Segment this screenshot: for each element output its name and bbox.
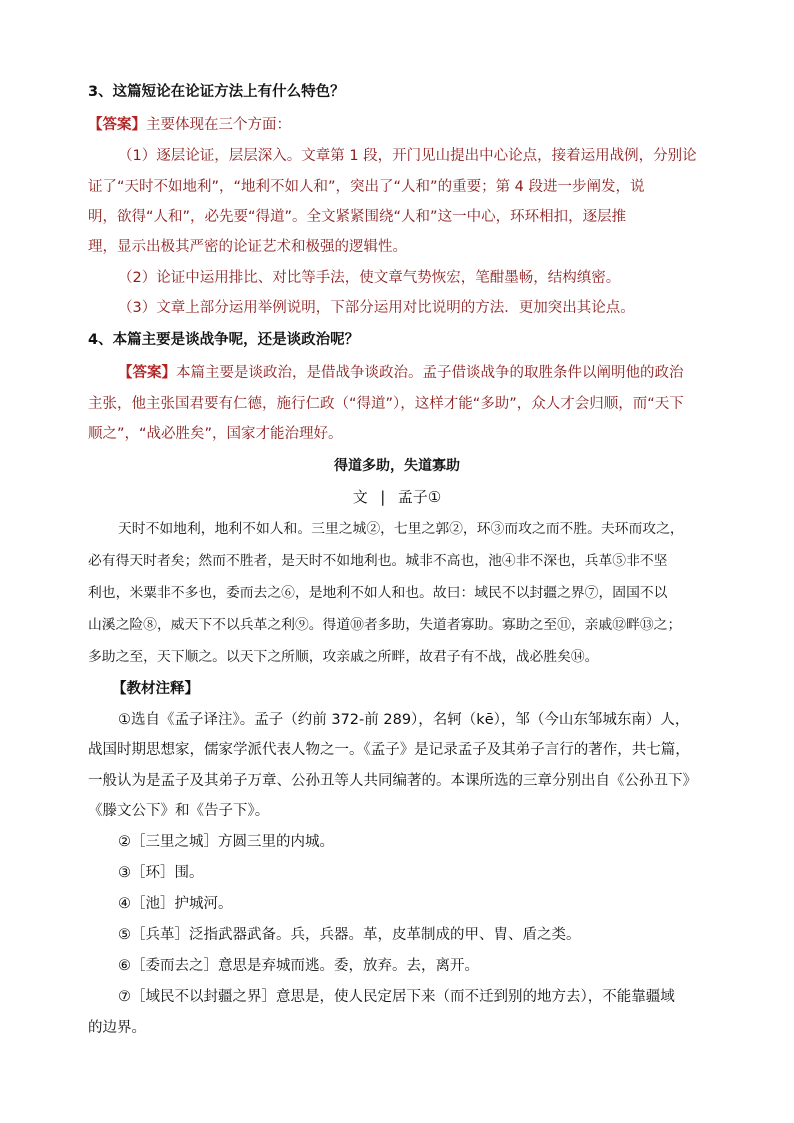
note-6: ⑥［委而去之］意思是弃城而逃。委，放弃。去，离开。 (118, 958, 479, 974)
author-name: 孟子① (397, 488, 442, 506)
author-separator: | (380, 488, 386, 506)
question-4: 4、本篇主要是谈战争呢，还是谈政治呢？ (88, 332, 360, 348)
note-7-line1: ⑦［域民不以封疆之界］意思是，使人民定居下来（而不迁到别的地方去），不能靠疆域 (118, 989, 675, 1005)
question-3: 3、这篇短论在论证方法上有什么特色？ (88, 84, 345, 100)
note-1-line3: 一般认为是孟子及其弟子万章、公孙丑等人共同编著的。本课所选的三章分别出自《公孙丑下》 (88, 773, 697, 789)
classical-line-4: 山溪之险⑧，威天下不以兵革之利⑨。得道⑩者多助，失道者寡助。寡助之至⑪，亲戚⑫畔⑬之； (88, 617, 682, 633)
q3-point1-line3: 明，欲得“人和”，必先要“得道”。全文紧紧围绕“人和”这一中心，环环相扣，逐层推 (88, 209, 627, 225)
q3-answer-intro (88, 114, 291, 136)
classical-line-5: 多助之至，天下顺之。以天下之所顺，攻亲戚之所畔，故君子有不战，战必胜矣⑭。 (88, 649, 599, 665)
answer-intro-text: 主要体现在三个方面： (146, 117, 291, 133)
classical-line-2: 必有得天时者矣；然而不胜者，是天时不如地利也。城非不高也，池④非不深也，兵革⑤非不坚 (88, 553, 668, 569)
answer-tag: 【答案】 (88, 117, 146, 133)
q3-point1-line1: （1）逐层论证，层层深入。文章第 1 段，开门见山提出中心论点，接着运用战例，分别论 (118, 148, 697, 164)
note-5: ⑤［兵革］泛指武器武备。兵，兵器。革，皮革制成的甲、胄、盾之类。 (118, 927, 581, 943)
note-4: ④［池］护城河。 (118, 896, 233, 912)
classical-line-1: 天时不如地利，地利不如人和。三里之城②，七里之郭②，环③而攻之而不胜。夫环而攻之， (118, 521, 684, 537)
q3-point1-line2: 证了“天时不如地利”，“地利不如人和”，突出了“人和”的重要；第 4 段进一步阐发，说 (88, 179, 645, 195)
q4-answer-line3: 顺之”，“战必胜矣”，国家才能治理好。 (88, 426, 343, 442)
q3-point1-line4: 理，显示出极其严密的论证艺术和极强的逻辑性。 (88, 239, 407, 255)
note-1-line1: ①选自《孟子译注》。孟子（约前 372-前 289），名轲（kē），邹（今山东邹城东南）人， (118, 712, 690, 728)
note-1-line4: 《滕文公下》和《告子下》。 (88, 803, 270, 819)
q3-point2: （2）论证中运用排比、对比等手法，使文章气势恢宏，笔酣墨畅，结构缜密。 (118, 270, 621, 286)
note-1-line2: 战国时期思想家，儒家学派代表人物之一。《孟子》是记录孟子及其弟子言行的著作，共七篇， (88, 742, 690, 758)
notes-heading: 【教材注释】 (112, 681, 199, 697)
answer-tag: 【答案】 (118, 365, 176, 381)
note-2: ②［三里之城］方圆三里的内城。 (118, 834, 334, 850)
text-title: 得道多助，失道寡助 (334, 458, 460, 474)
text-author (0, 486, 794, 508)
q4-answer-line1 (118, 362, 684, 384)
note-3: ③［环］围。 (118, 865, 204, 881)
q4-answer-line2: 主张，他主张国君要有仁德，施行仁政（“得道”），这样才能“多助”，众人才会归顺，而“天下 (88, 396, 684, 412)
q4-answer-text: 本篇主要是谈政治，是借战争谈政治。孟子借谈战争的取胜条件以阐明他的政治 (176, 365, 684, 381)
author-label: 文 (352, 488, 368, 506)
classical-line-3: 利也，米粟非不多也，委而去之⑥，是地利不如人和也。故曰：域民不以封疆之界⑦，固国不以 (88, 585, 668, 601)
q3-point3: （3）文章上部分运用举例说明，下部分运用对比说明的方法．更加突出其论点。 (118, 300, 635, 316)
note-7-line2: 的边界。 (88, 1020, 146, 1036)
